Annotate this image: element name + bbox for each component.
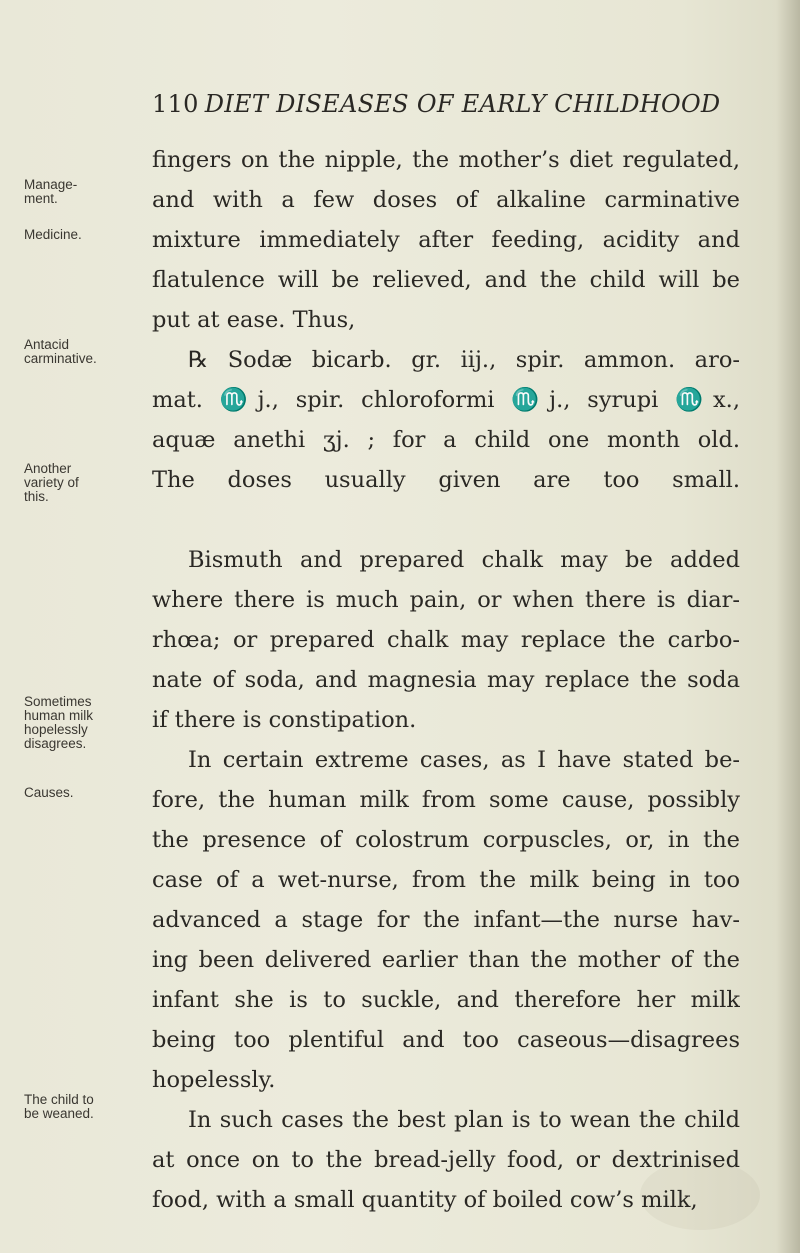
text-line: where there is much pain, or when there is diar- xyxy=(152,587,740,613)
running-title: DIET DISEASES OF EARLY CHILDHOOD xyxy=(204,90,721,118)
text-line: fingers on the nipple, the mother’s diet regulated, xyxy=(152,147,740,173)
text-line: ℞ Sodæ bicarb. gr. iij., spir. ammon. aro- xyxy=(188,347,740,373)
body-text xyxy=(152,140,740,1220)
text-line: and with a few doses of alkaline carminative xyxy=(152,187,740,213)
text-line: mixture immediately after feeding, acidity and xyxy=(152,227,740,253)
text-line: the presence of colostrum corpuscles, or, in the xyxy=(152,827,740,853)
margin-note-management: Manage- ment. xyxy=(24,177,78,206)
margin-note-weaned: The child to be weaned. xyxy=(24,1092,94,1121)
text-line: ing been delivered earlier than the mother of the xyxy=(152,947,740,973)
text-line: put at ease. Thus, xyxy=(152,307,356,333)
text-line: case of a wet-nurse, from the milk being in too xyxy=(152,867,740,893)
margin-note-antacid: Antacid carminative. xyxy=(24,337,97,366)
text-line: In certain extreme cases, as I have stated be- xyxy=(188,747,740,773)
running-header xyxy=(152,90,720,118)
text-line: hopelessly. xyxy=(152,1067,276,1093)
text-line: The doses usually given are too small. xyxy=(152,467,740,493)
text-line: aquæ anethi ʒj. ; for a child one month old. xyxy=(152,427,740,453)
text-line: food, with a small quantity of boiled cow’s milk, xyxy=(152,1187,698,1213)
text-line: Bismuth and prepared chalk may be added xyxy=(188,547,740,573)
margin-note-causes: Causes. xyxy=(24,785,74,800)
margin-note-medicine: Medicine. xyxy=(24,227,82,242)
page-number: 110 xyxy=(152,90,199,118)
text-line: advanced a stage for the infant—the nurse hav- xyxy=(152,907,740,933)
text-line: In such cases the best plan is to wean the child xyxy=(188,1107,740,1133)
text-line: nate of soda, and magnesia may replace the soda xyxy=(152,667,740,693)
text-line: infant she is to suckle, and therefore her milk xyxy=(152,987,740,1013)
text-line: at once on to the bread-jelly food, or dextrinised xyxy=(152,1147,740,1173)
margin-note-another-variety: Another variety of this. xyxy=(24,461,79,504)
text-line: mat. ♏j., spir. chloroformi ♏j., syrupi ♏x., xyxy=(152,387,740,413)
text-line xyxy=(152,500,740,540)
text-line: fore, the human milk from some cause, possibly xyxy=(152,787,740,813)
text-line: flatulence will be relieved, and the child will be xyxy=(152,267,740,293)
text-line: if there is constipation. xyxy=(152,707,417,733)
text-line: being too plentiful and too caseous—disagrees xyxy=(152,1027,740,1053)
margin-note-sometimes: Sometimes human milk hopelessly disagrees. xyxy=(24,694,94,751)
text-line: rhœa; or prepared chalk may replace the carbo- xyxy=(152,627,740,653)
